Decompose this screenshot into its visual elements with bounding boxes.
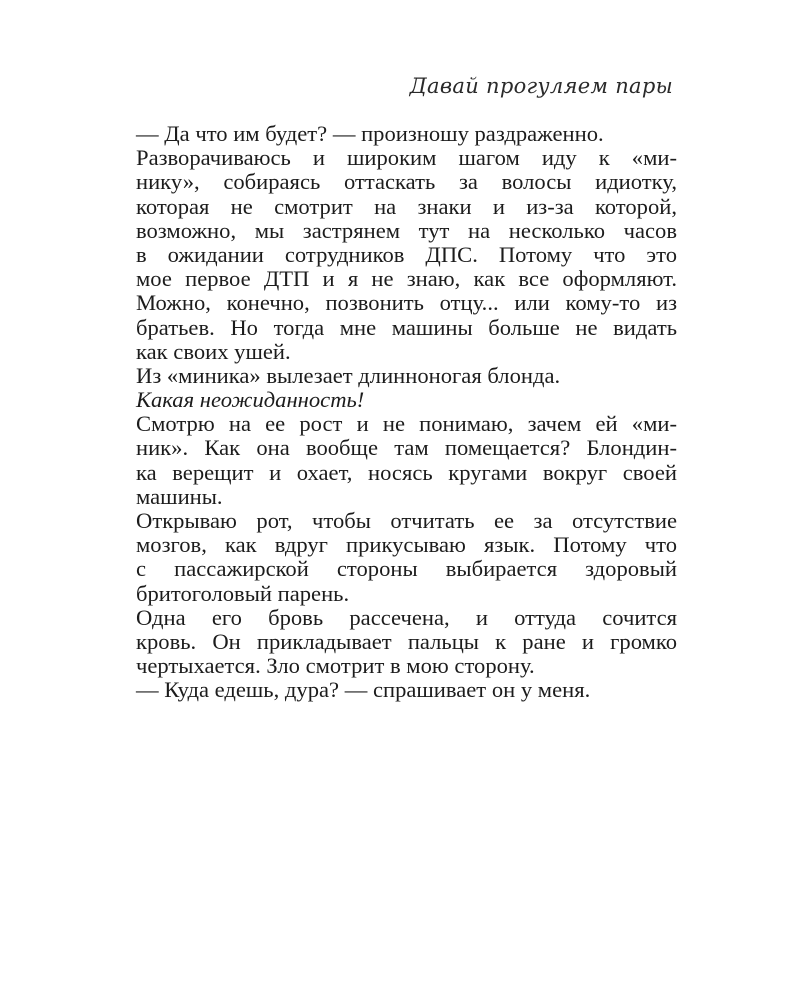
paragraph-1 xyxy=(104,122,677,146)
paragraph-7 xyxy=(104,606,677,679)
text-line: в ожидании сотрудников ДПС. Потому что это xyxy=(136,242,677,267)
paragraph-2 xyxy=(104,146,677,364)
paragraph-8 xyxy=(104,678,677,702)
text-line: братьев. Но тогда мне машины больше не видать xyxy=(136,315,677,340)
text-line: кровь. Он прикладывает пальцы к ране и громко xyxy=(136,629,677,654)
text-line: возможно, мы застрянем тут на несколько часов xyxy=(136,218,677,243)
text-line: машины. xyxy=(136,484,223,509)
text-line: бритоголовый парень. xyxy=(136,581,350,606)
text-line: Смотрю на ее рост и не понимаю, зачем ей «ми- xyxy=(136,412,677,437)
text-line: мозгов, как вдруг прикусываю язык. Потому что xyxy=(136,533,677,558)
paragraph-5 xyxy=(104,412,677,509)
text-line: Какая неожиданность! xyxy=(136,388,365,413)
text-line: Можно, конечно, позвонить отцу... или кому-то из xyxy=(136,291,677,316)
paragraph-6 xyxy=(104,509,677,606)
text-line: которая не смотрит на знаки и из-за которой, xyxy=(136,194,677,219)
text-line: Разворачиваюсь и широким шагом иду к «ми- xyxy=(136,146,677,171)
text-line: чертыхается. Зло смотрит в мою сторону. xyxy=(136,654,535,679)
text-line: нику», собираясь оттаскать за волосы идиотку, xyxy=(136,170,677,195)
text-line: мое первое ДТП и я не знаю, как все оформляют. xyxy=(136,267,677,292)
text-line: ка верещит и охает, носясь кругами вокруг своей xyxy=(136,460,677,485)
text-line: — Куда едешь, дура? — спрашивает он у меня. xyxy=(136,678,591,703)
text-line: Одна его бровь рассечена, и оттуда сочится xyxy=(136,605,677,630)
text-line: Открываю рот, чтобы отчитать ее за отсутствие xyxy=(136,509,677,533)
text-line: ник». Как она вообще там помещается? Блондин- xyxy=(136,436,677,461)
text-line: — Да что им будет? — произношу раздраженно. xyxy=(136,122,604,146)
paragraph-4-italic xyxy=(104,388,677,412)
text-line: как своих ушей. xyxy=(136,339,291,364)
running-header: Давай прогуляем пары xyxy=(409,74,673,98)
paragraph-3 xyxy=(104,364,677,388)
body-text xyxy=(104,122,677,703)
text-line: Из «миника» вылезает длинноногая блонда. xyxy=(136,363,561,388)
text-line: с пассажирской стороны выбирается здоровый xyxy=(136,557,677,582)
